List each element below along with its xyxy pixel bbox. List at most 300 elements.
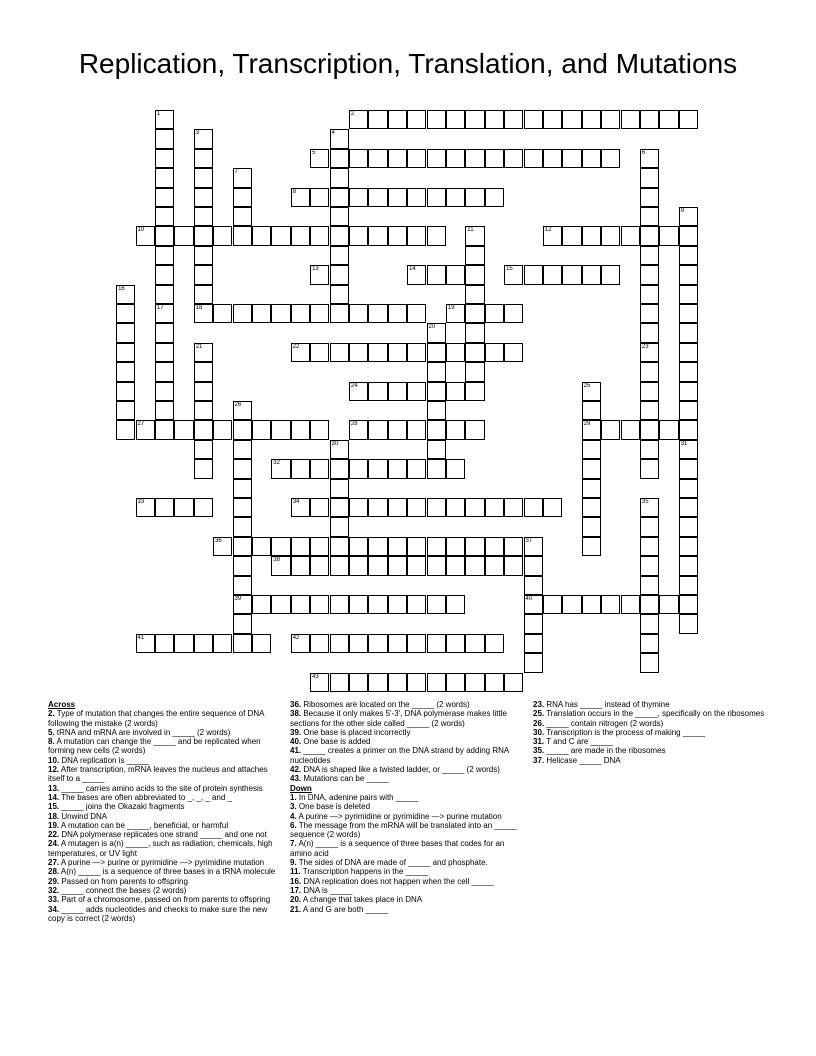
- grid-cell[interactable]: [543, 498, 562, 517]
- grid-cell[interactable]: [582, 595, 601, 614]
- grid-cell[interactable]: [407, 537, 426, 556]
- grid-cell[interactable]: [233, 556, 252, 575]
- grid-cell[interactable]: [330, 673, 349, 692]
- grid-cell[interactable]: [194, 168, 213, 187]
- grid-cell[interactable]: [679, 537, 698, 556]
- grid-cell[interactable]: [233, 459, 252, 478]
- grid-cell[interactable]: [679, 517, 698, 536]
- grid-cell[interactable]: [640, 382, 659, 401]
- grid-cell[interactable]: [621, 110, 640, 129]
- grid-cell[interactable]: [640, 576, 659, 595]
- grid-cell[interactable]: [427, 110, 446, 129]
- grid-cell[interactable]: [349, 498, 368, 517]
- grid-cell[interactable]: [194, 188, 213, 207]
- grid-cell[interactable]: [291, 634, 310, 653]
- grid-cell[interactable]: [330, 246, 349, 265]
- grid-cell[interactable]: [291, 343, 310, 362]
- grid-cell[interactable]: [349, 673, 368, 692]
- grid-cell[interactable]: [194, 285, 213, 304]
- grid-cell[interactable]: [679, 362, 698, 381]
- grid-cell[interactable]: [582, 498, 601, 517]
- grid-cell[interactable]: [291, 226, 310, 245]
- grid-cell[interactable]: [446, 188, 465, 207]
- grid-cell[interactable]: [679, 343, 698, 362]
- grid-cell[interactable]: [368, 537, 387, 556]
- grid-cell[interactable]: [155, 207, 174, 226]
- grid-cell[interactable]: [271, 420, 290, 439]
- grid-cell[interactable]: [252, 304, 271, 323]
- grid-cell[interactable]: [349, 188, 368, 207]
- grid-cell[interactable]: [330, 556, 349, 575]
- grid-cell[interactable]: [427, 149, 446, 168]
- grid-cell[interactable]: [679, 265, 698, 284]
- grid-cell[interactable]: [524, 634, 543, 653]
- grid-cell[interactable]: [679, 304, 698, 323]
- grid-cell[interactable]: [640, 420, 659, 439]
- grid-cell[interactable]: [543, 265, 562, 284]
- grid-cell[interactable]: [446, 382, 465, 401]
- grid-cell[interactable]: [621, 420, 640, 439]
- grid-cell[interactable]: [233, 479, 252, 498]
- grid-cell[interactable]: [640, 537, 659, 556]
- grid-cell[interactable]: [524, 576, 543, 595]
- grid-cell[interactable]: [194, 129, 213, 148]
- grid-cell[interactable]: [504, 265, 523, 284]
- grid-cell[interactable]: [252, 420, 271, 439]
- grid-cell[interactable]: [136, 634, 155, 653]
- grid-cell[interactable]: [407, 382, 426, 401]
- grid-cell[interactable]: [407, 634, 426, 653]
- grid-cell[interactable]: [465, 343, 484, 362]
- grid-cell[interactable]: [155, 265, 174, 284]
- grid-cell[interactable]: [194, 634, 213, 653]
- grid-cell[interactable]: [446, 149, 465, 168]
- grid-cell[interactable]: [330, 440, 349, 459]
- grid-cell[interactable]: [621, 595, 640, 614]
- grid-cell[interactable]: [504, 304, 523, 323]
- grid-cell[interactable]: [640, 149, 659, 168]
- grid-cell[interactable]: [349, 343, 368, 362]
- grid-cell[interactable]: [136, 226, 155, 245]
- grid-cell[interactable]: [310, 149, 329, 168]
- grid-cell[interactable]: [155, 323, 174, 342]
- grid-cell[interactable]: [465, 498, 484, 517]
- grid-cell[interactable]: [407, 110, 426, 129]
- grid-cell[interactable]: [194, 343, 213, 362]
- grid-cell[interactable]: [465, 634, 484, 653]
- grid-cell[interactable]: [407, 420, 426, 439]
- grid-cell[interactable]: [155, 401, 174, 420]
- grid-cell[interactable]: [485, 343, 504, 362]
- grid-cell[interactable]: [388, 634, 407, 653]
- grid-cell[interactable]: [155, 168, 174, 187]
- grid-cell[interactable]: [233, 517, 252, 536]
- grid-cell[interactable]: [330, 188, 349, 207]
- grid-cell[interactable]: [368, 595, 387, 614]
- grid-cell[interactable]: [524, 614, 543, 633]
- grid-cell[interactable]: [446, 343, 465, 362]
- grid-cell[interactable]: [291, 595, 310, 614]
- grid-cell[interactable]: [407, 498, 426, 517]
- grid-cell[interactable]: [116, 285, 135, 304]
- grid-cell[interactable]: [291, 304, 310, 323]
- grid-cell[interactable]: [679, 382, 698, 401]
- grid-cell[interactable]: [233, 304, 252, 323]
- grid-cell[interactable]: [368, 188, 387, 207]
- grid-cell[interactable]: [640, 207, 659, 226]
- grid-cell[interactable]: [485, 537, 504, 556]
- grid-cell[interactable]: [427, 556, 446, 575]
- grid-cell[interactable]: [349, 634, 368, 653]
- grid-cell[interactable]: [640, 459, 659, 478]
- grid-cell[interactable]: [368, 673, 387, 692]
- grid-cell[interactable]: [640, 634, 659, 653]
- grid-cell[interactable]: [427, 459, 446, 478]
- grid-cell[interactable]: [388, 226, 407, 245]
- grid-cell[interactable]: [640, 517, 659, 536]
- grid-cell[interactable]: [330, 129, 349, 148]
- grid-cell[interactable]: [485, 110, 504, 129]
- grid-cell[interactable]: [233, 168, 252, 187]
- grid-cell[interactable]: [582, 382, 601, 401]
- grid-cell[interactable]: [252, 634, 271, 653]
- grid-cell[interactable]: [679, 246, 698, 265]
- grid-cell[interactable]: [136, 498, 155, 517]
- grid-cell[interactable]: [640, 362, 659, 381]
- grid-cell[interactable]: [155, 226, 174, 245]
- grid-cell[interactable]: [194, 440, 213, 459]
- grid-cell[interactable]: [155, 188, 174, 207]
- grid-cell[interactable]: [465, 265, 484, 284]
- grid-cell[interactable]: [582, 265, 601, 284]
- grid-cell[interactable]: [194, 362, 213, 381]
- grid-cell[interactable]: [271, 459, 290, 478]
- grid-cell[interactable]: [388, 595, 407, 614]
- grid-cell[interactable]: [368, 382, 387, 401]
- grid-cell[interactable]: [233, 498, 252, 517]
- grid-cell[interactable]: [446, 595, 465, 614]
- grid-cell[interactable]: [524, 110, 543, 129]
- grid-cell[interactable]: [524, 653, 543, 672]
- grid-cell[interactable]: [640, 653, 659, 672]
- grid-cell[interactable]: [427, 265, 446, 284]
- grid-cell[interactable]: [330, 479, 349, 498]
- grid-cell[interactable]: [465, 188, 484, 207]
- grid-cell[interactable]: [116, 382, 135, 401]
- grid-cell[interactable]: [194, 265, 213, 284]
- grid-cell[interactable]: [427, 634, 446, 653]
- grid-cell[interactable]: [155, 498, 174, 517]
- grid-cell[interactable]: [252, 226, 271, 245]
- grid-cell[interactable]: [291, 537, 310, 556]
- grid-cell[interactable]: [485, 634, 504, 653]
- grid-cell[interactable]: [485, 188, 504, 207]
- grid-cell[interactable]: [388, 420, 407, 439]
- grid-cell[interactable]: [427, 440, 446, 459]
- grid-cell[interactable]: [659, 226, 678, 245]
- grid-cell[interactable]: [621, 226, 640, 245]
- grid-cell[interactable]: [233, 401, 252, 420]
- grid-cell[interactable]: [388, 149, 407, 168]
- grid-cell[interactable]: [330, 634, 349, 653]
- grid-cell[interactable]: [524, 149, 543, 168]
- grid-cell[interactable]: [485, 556, 504, 575]
- grid-cell[interactable]: [407, 556, 426, 575]
- grid-cell[interactable]: [582, 110, 601, 129]
- grid-cell[interactable]: [582, 459, 601, 478]
- grid-cell[interactable]: [543, 110, 562, 129]
- grid-cell[interactable]: [330, 226, 349, 245]
- grid-cell[interactable]: [524, 265, 543, 284]
- grid-cell[interactable]: [640, 110, 659, 129]
- grid-cell[interactable]: [388, 537, 407, 556]
- grid-cell[interactable]: [465, 362, 484, 381]
- grid-cell[interactable]: [407, 459, 426, 478]
- grid-cell[interactable]: [407, 265, 426, 284]
- grid-cell[interactable]: [582, 517, 601, 536]
- grid-cell[interactable]: [582, 226, 601, 245]
- grid-cell[interactable]: [446, 304, 465, 323]
- grid-cell[interactable]: [368, 226, 387, 245]
- grid-cell[interactable]: [582, 537, 601, 556]
- grid-cell[interactable]: [388, 188, 407, 207]
- grid-cell[interactable]: [640, 595, 659, 614]
- grid-cell[interactable]: [349, 110, 368, 129]
- grid-cell[interactable]: [562, 110, 581, 129]
- grid-cell[interactable]: [679, 556, 698, 575]
- grid-cell[interactable]: [349, 420, 368, 439]
- grid-cell[interactable]: [330, 149, 349, 168]
- grid-cell[interactable]: [562, 595, 581, 614]
- grid-cell[interactable]: [310, 343, 329, 362]
- grid-cell[interactable]: [330, 304, 349, 323]
- grid-cell[interactable]: [155, 129, 174, 148]
- grid-cell[interactable]: [194, 304, 213, 323]
- grid-cell[interactable]: [213, 226, 232, 245]
- grid-cell[interactable]: [679, 479, 698, 498]
- grid-cell[interactable]: [427, 401, 446, 420]
- grid-cell[interactable]: [465, 420, 484, 439]
- grid-cell[interactable]: [291, 556, 310, 575]
- grid-cell[interactable]: [310, 537, 329, 556]
- grid-cell[interactable]: [659, 420, 678, 439]
- grid-cell[interactable]: [233, 537, 252, 556]
- grid-cell[interactable]: [291, 498, 310, 517]
- grid-cell[interactable]: [330, 459, 349, 478]
- grid-cell[interactable]: [427, 343, 446, 362]
- grid-cell[interactable]: [388, 343, 407, 362]
- grid-cell[interactable]: [485, 304, 504, 323]
- grid-cell[interactable]: [504, 673, 523, 692]
- grid-cell[interactable]: [465, 246, 484, 265]
- grid-cell[interactable]: [407, 304, 426, 323]
- grid-cell[interactable]: [368, 498, 387, 517]
- grid-cell[interactable]: [233, 634, 252, 653]
- grid-cell[interactable]: [155, 343, 174, 362]
- grid-cell[interactable]: [388, 304, 407, 323]
- grid-cell[interactable]: [679, 440, 698, 459]
- grid-cell[interactable]: [427, 498, 446, 517]
- grid-cell[interactable]: [427, 323, 446, 342]
- grid-cell[interactable]: [233, 226, 252, 245]
- grid-cell[interactable]: [582, 479, 601, 498]
- grid-cell[interactable]: [388, 382, 407, 401]
- grid-cell[interactable]: [213, 537, 232, 556]
- grid-cell[interactable]: [446, 265, 465, 284]
- grid-cell[interactable]: [368, 110, 387, 129]
- grid-cell[interactable]: [349, 149, 368, 168]
- grid-cell[interactable]: [310, 673, 329, 692]
- grid-cell[interactable]: [116, 401, 135, 420]
- grid-cell[interactable]: [310, 304, 329, 323]
- grid-cell[interactable]: [679, 285, 698, 304]
- grid-cell[interactable]: [562, 226, 581, 245]
- grid-cell[interactable]: [640, 168, 659, 187]
- grid-cell[interactable]: [310, 420, 329, 439]
- grid-cell[interactable]: [271, 304, 290, 323]
- grid-cell[interactable]: [291, 420, 310, 439]
- grid-cell[interactable]: [174, 226, 193, 245]
- grid-cell[interactable]: [349, 459, 368, 478]
- grid-cell[interactable]: [485, 149, 504, 168]
- grid-cell[interactable]: [679, 420, 698, 439]
- grid-cell[interactable]: [155, 382, 174, 401]
- grid-cell[interactable]: [291, 459, 310, 478]
- grid-cell[interactable]: [233, 595, 252, 614]
- grid-cell[interactable]: [427, 382, 446, 401]
- grid-cell[interactable]: [640, 285, 659, 304]
- grid-cell[interactable]: [427, 362, 446, 381]
- grid-cell[interactable]: [330, 285, 349, 304]
- grid-cell[interactable]: [524, 537, 543, 556]
- grid-cell[interactable]: [155, 634, 174, 653]
- grid-cell[interactable]: [659, 110, 678, 129]
- grid-cell[interactable]: [194, 226, 213, 245]
- grid-cell[interactable]: [504, 149, 523, 168]
- grid-cell[interactable]: [427, 188, 446, 207]
- grid-cell[interactable]: [194, 401, 213, 420]
- grid-cell[interactable]: [155, 285, 174, 304]
- grid-cell[interactable]: [194, 246, 213, 265]
- grid-cell[interactable]: [679, 576, 698, 595]
- grid-cell[interactable]: [349, 304, 368, 323]
- grid-cell[interactable]: [640, 440, 659, 459]
- grid-cell[interactable]: [155, 362, 174, 381]
- grid-cell[interactable]: [446, 673, 465, 692]
- grid-cell[interactable]: [407, 595, 426, 614]
- grid-cell[interactable]: [640, 265, 659, 284]
- grid-cell[interactable]: [446, 420, 465, 439]
- grid-cell[interactable]: [271, 537, 290, 556]
- grid-cell[interactable]: [407, 226, 426, 245]
- grid-cell[interactable]: [465, 537, 484, 556]
- grid-cell[interactable]: [524, 595, 543, 614]
- grid-cell[interactable]: [213, 304, 232, 323]
- grid-cell[interactable]: [233, 576, 252, 595]
- grid-cell[interactable]: [640, 304, 659, 323]
- grid-cell[interactable]: [174, 634, 193, 653]
- grid-cell[interactable]: [524, 556, 543, 575]
- grid-cell[interactable]: [330, 265, 349, 284]
- grid-cell[interactable]: [465, 304, 484, 323]
- grid-cell[interactable]: [116, 304, 135, 323]
- grid-cell[interactable]: [601, 265, 620, 284]
- grid-cell[interactable]: [427, 226, 446, 245]
- grid-cell[interactable]: [679, 459, 698, 478]
- grid-cell[interactable]: [174, 498, 193, 517]
- grid-cell[interactable]: [349, 226, 368, 245]
- grid-cell[interactable]: [136, 420, 155, 439]
- grid-cell[interactable]: [252, 595, 271, 614]
- grid-cell[interactable]: [601, 595, 620, 614]
- grid-cell[interactable]: [310, 265, 329, 284]
- grid-cell[interactable]: [349, 537, 368, 556]
- grid-cell[interactable]: [465, 285, 484, 304]
- grid-cell[interactable]: [368, 459, 387, 478]
- grid-cell[interactable]: [679, 226, 698, 245]
- grid-cell[interactable]: [504, 110, 523, 129]
- grid-cell[interactable]: [679, 595, 698, 614]
- grid-cell[interactable]: [330, 517, 349, 536]
- grid-cell[interactable]: [640, 498, 659, 517]
- grid-cell[interactable]: [465, 673, 484, 692]
- grid-cell[interactable]: [368, 556, 387, 575]
- grid-cell[interactable]: [310, 188, 329, 207]
- grid-cell[interactable]: [368, 149, 387, 168]
- grid-cell[interactable]: [562, 149, 581, 168]
- grid-cell[interactable]: [640, 556, 659, 575]
- grid-cell[interactable]: [310, 595, 329, 614]
- grid-cell[interactable]: [155, 149, 174, 168]
- grid-cell[interactable]: [485, 498, 504, 517]
- grid-cell[interactable]: [407, 673, 426, 692]
- grid-cell[interactable]: [504, 343, 523, 362]
- grid-cell[interactable]: [504, 537, 523, 556]
- grid-cell[interactable]: [155, 420, 174, 439]
- grid-cell[interactable]: [465, 110, 484, 129]
- grid-cell[interactable]: [271, 595, 290, 614]
- grid-cell[interactable]: [485, 673, 504, 692]
- grid-cell[interactable]: [388, 556, 407, 575]
- grid-cell[interactable]: [465, 556, 484, 575]
- grid-cell[interactable]: [310, 556, 329, 575]
- grid-cell[interactable]: [446, 110, 465, 129]
- grid-cell[interactable]: [504, 556, 523, 575]
- grid-cell[interactable]: [601, 149, 620, 168]
- grid-cell[interactable]: [194, 207, 213, 226]
- grid-cell[interactable]: [388, 673, 407, 692]
- grid-cell[interactable]: [330, 343, 349, 362]
- grid-cell[interactable]: [310, 459, 329, 478]
- grid-cell[interactable]: [310, 226, 329, 245]
- grid-cell[interactable]: [155, 246, 174, 265]
- grid-cell[interactable]: [446, 537, 465, 556]
- grid-cell[interactable]: [427, 595, 446, 614]
- grid-cell[interactable]: [155, 110, 174, 129]
- grid-cell[interactable]: [310, 498, 329, 517]
- grid-cell[interactable]: [582, 149, 601, 168]
- grid-cell[interactable]: [330, 207, 349, 226]
- grid-cell[interactable]: [582, 440, 601, 459]
- grid-cell[interactable]: [582, 401, 601, 420]
- grid-cell[interactable]: [524, 498, 543, 517]
- grid-cell[interactable]: [194, 382, 213, 401]
- grid-cell[interactable]: [194, 420, 213, 439]
- grid-cell[interactable]: [582, 420, 601, 439]
- grid-cell[interactable]: [349, 595, 368, 614]
- grid-cell[interactable]: [679, 323, 698, 342]
- grid-cell[interactable]: [116, 362, 135, 381]
